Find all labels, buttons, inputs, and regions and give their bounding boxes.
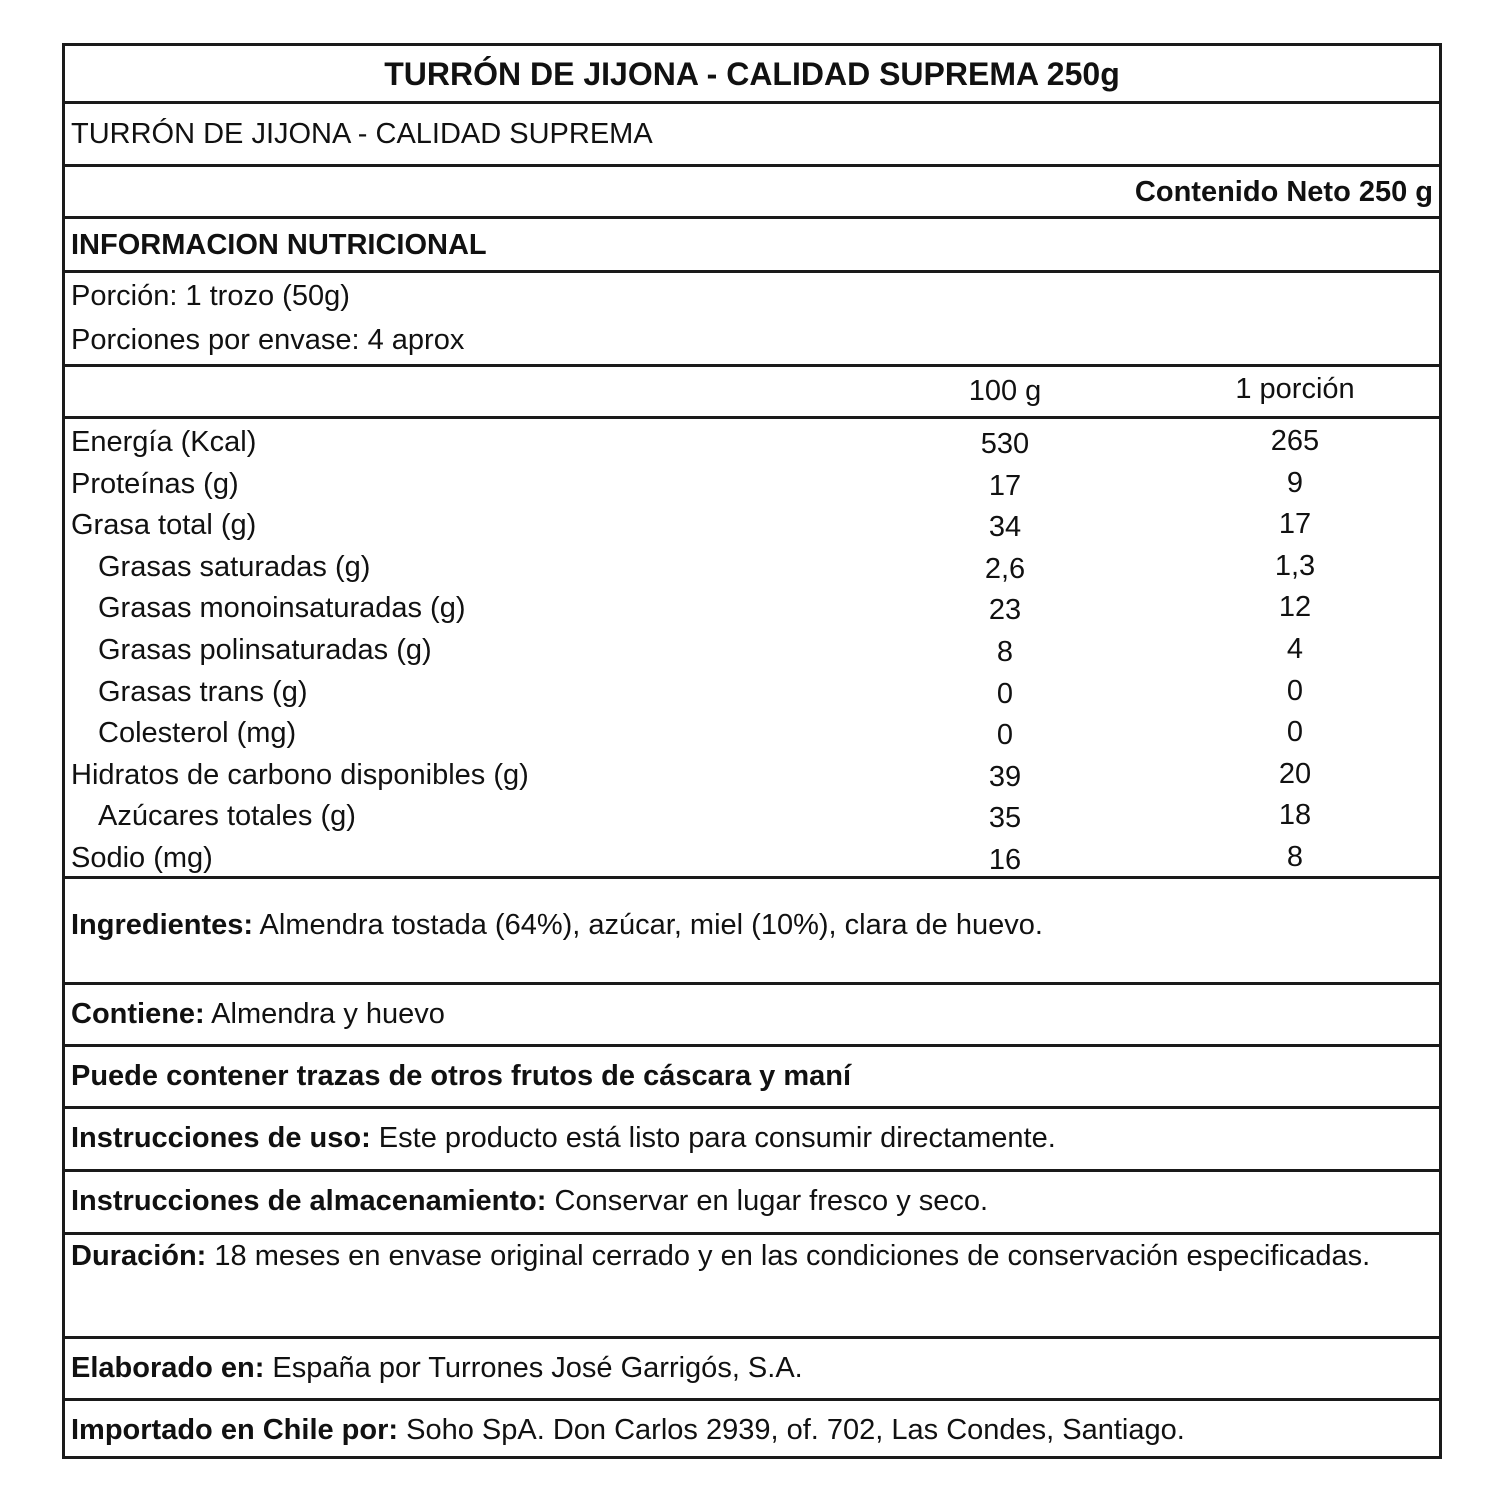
nutrient-name: Proteínas (g) xyxy=(71,467,239,500)
usage-text xyxy=(71,1121,1056,1155)
usage-label: Instrucciones de uso: xyxy=(71,1122,371,1154)
nutrient-row xyxy=(65,467,1439,509)
net-content-row xyxy=(65,167,1439,219)
nutrient-name: Sodio (mg) xyxy=(71,842,213,874)
nutrient-value-per-portion: 0 xyxy=(1286,716,1304,749)
nutrient-name: Energía (Kcal) xyxy=(71,426,257,458)
made-in-value: España por Turrones José Garrigós, S.A. xyxy=(264,1352,803,1384)
nutrient-name: Hidratos de carbono disponibles (g) xyxy=(71,758,529,791)
nutrient-value-per-100g: 34 xyxy=(988,511,1022,544)
nutrient-row xyxy=(65,675,1439,717)
nutrient-value-per-100g: 23 xyxy=(988,594,1022,627)
nutrient-value-per-100g: 530 xyxy=(980,428,1030,460)
nutrient-row xyxy=(65,633,1439,675)
duration-text xyxy=(71,1232,1379,1280)
nutrient-value-per-100g: 17 xyxy=(988,469,1022,502)
nutrient-value-per-portion: 18 xyxy=(1278,799,1312,832)
nutrient-row xyxy=(65,508,1439,550)
nutrient-name: Grasas saturadas (g) xyxy=(98,550,371,583)
storage-row xyxy=(65,1172,1439,1235)
nutrient-name: Grasas monoinsaturadas (g) xyxy=(98,592,466,625)
net-content: Contenido Neto 250 g xyxy=(1134,176,1433,208)
nutrient-value-per-100g: 0 xyxy=(996,719,1014,752)
nutrient-name: Colesterol (mg) xyxy=(98,717,297,750)
storage-value: Conservar en lugar fresco y seco. xyxy=(546,1185,989,1217)
nutrient-value-per-portion: 12 xyxy=(1278,591,1312,624)
title-row xyxy=(65,46,1439,104)
portion-row xyxy=(65,273,1439,367)
nutrient-value-per-portion: 8 xyxy=(1286,841,1304,873)
usage-row xyxy=(65,1109,1439,1172)
nutrient-name: Grasa total (g) xyxy=(71,509,257,542)
made-in-text xyxy=(71,1351,803,1385)
contains-text xyxy=(71,997,445,1031)
nutrient-name: Grasas polinsaturadas (g) xyxy=(98,634,432,666)
imported-by-label: Importado en Chile por: xyxy=(71,1414,399,1446)
usage-value: Este producto está listo para consumir directamente. xyxy=(370,1122,1056,1154)
nutrient-table xyxy=(65,419,1439,879)
product-name-row xyxy=(65,104,1439,167)
column-per-100g: 100 g xyxy=(968,375,1042,407)
nutrient-value-per-portion: 20 xyxy=(1278,757,1312,790)
nutrient-value-per-100g: 8 xyxy=(996,636,1014,668)
nutrient-row xyxy=(65,550,1439,592)
portion-size: Porción: 1 trozo (50g) xyxy=(71,280,350,312)
nutrient-row xyxy=(65,716,1439,758)
ingredients-label: Ingredientes: xyxy=(71,909,254,941)
imported-by-value: Soho SpA. Don Carlos 2939, of. 702, Las Condes, Santiago. xyxy=(398,1414,1185,1446)
duration-label: Duración: xyxy=(71,1240,207,1272)
nutrient-value-per-100g: 35 xyxy=(988,802,1022,835)
nutrient-row xyxy=(65,425,1439,467)
nutrient-value-per-100g: 2,6 xyxy=(984,552,1026,585)
nutrient-value-per-portion: 1,3 xyxy=(1274,549,1316,582)
nutrient-row xyxy=(65,799,1439,841)
nutrient-value-per-portion: 0 xyxy=(1286,674,1304,707)
nutrient-value-per-portion: 9 xyxy=(1286,466,1304,499)
nutrient-value-per-100g: 39 xyxy=(988,760,1022,793)
may-contain-text: Puede contener trazas de otros frutos de cáscara y maní xyxy=(71,1060,852,1092)
nutrient-row xyxy=(65,591,1439,633)
product-name: TURRÓN DE JIJONA - CALIDAD SUPREMA xyxy=(71,118,653,150)
contains-row xyxy=(65,985,1439,1047)
nutrient-value-per-portion: 4 xyxy=(1286,633,1304,665)
nutrient-value-per-portion: 17 xyxy=(1278,508,1312,541)
nutrient-value-per-100g: 16 xyxy=(988,844,1022,876)
portions-per-pack: Porciones por envase: 4 aprox xyxy=(71,324,465,356)
column-header-row xyxy=(65,367,1439,419)
ingredients-row xyxy=(65,879,1439,985)
nutrition-label xyxy=(62,43,1442,1459)
page-title: TURRÓN DE JIJONA - CALIDAD SUPREMA 250g xyxy=(384,56,1120,92)
made-in-row xyxy=(65,1339,1439,1401)
nutrition-header: INFORMACION NUTRICIONAL xyxy=(71,229,487,261)
ingredients-text xyxy=(71,908,1043,942)
nutrient-name: Grasas trans (g) xyxy=(98,675,308,708)
may-contain-row xyxy=(65,1047,1439,1109)
contains-label: Contiene: xyxy=(71,998,205,1030)
duration-row xyxy=(65,1235,1439,1339)
ingredients-value: Almendra tostada (64%), azúcar, miel (10%), clara de huevo. xyxy=(253,909,1043,941)
storage-text xyxy=(71,1184,988,1218)
column-per-portion: 1 porción xyxy=(1235,373,1355,405)
duration-value: 18 meses en envase original cerrado y en las condiciones de conservación especificadas. xyxy=(206,1240,1371,1272)
nutrient-value-per-portion: 265 xyxy=(1270,425,1320,457)
imported-by-row xyxy=(65,1401,1439,1459)
nutrient-row xyxy=(65,758,1439,800)
contains-value: Almendra y huevo xyxy=(204,998,445,1030)
made-in-label: Elaborado en: xyxy=(71,1352,265,1384)
nutrition-header-row xyxy=(65,219,1439,273)
imported-by-text xyxy=(71,1413,1185,1447)
nutrient-value-per-100g: 0 xyxy=(996,677,1014,710)
nutrient-name: Azúcares totales (g) xyxy=(98,800,356,833)
storage-label: Instrucciones de almacenamiento: xyxy=(71,1185,547,1217)
nutrient-row xyxy=(65,841,1439,883)
